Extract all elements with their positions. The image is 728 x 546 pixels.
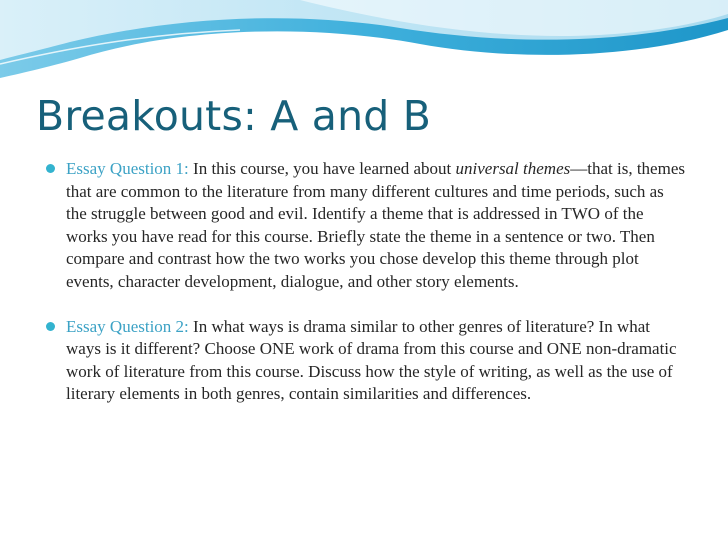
bullet-essay-question-2 — [46, 316, 686, 406]
essay-question-1-text-before: In this course, you have learned about — [188, 159, 456, 178]
bullet-list — [46, 158, 686, 406]
essay-question-1-emphasis: universal themes — [455, 159, 571, 178]
bullet-dot-icon — [46, 164, 55, 173]
bullet-dot-icon — [46, 322, 55, 331]
slide-title: Breakouts: A and B — [36, 92, 432, 140]
essay-question-1-text-after: —that is, themes that are common to the literature from many different cultures and time periods, such as the struggle between good and evil. Identify a theme that is addressed in TWO of the works you have read for this course. Briefly state the theme in a sentence or two. Then compare and contrast how the two works you chose develop this theme through plot events, character development, dialogue, and other story elements. — [66, 159, 685, 291]
essay-question-2-label: Essay Question 2: — [66, 316, 189, 336]
bullet-essay-question-1 — [46, 158, 686, 294]
header-wave-decoration — [0, 0, 728, 90]
essay-question-1-label: Essay Question 1: — [66, 159, 189, 178]
essay-question-2-text: In what ways is drama similar to other genres of literature? In what ways is it different? Choose ONE work of drama from this course and ONE non-dramatic work of literature from this course. Discuss how the style of writing, as well as the use of literary elements in both genres, contain similarities and differences. — [66, 316, 677, 404]
